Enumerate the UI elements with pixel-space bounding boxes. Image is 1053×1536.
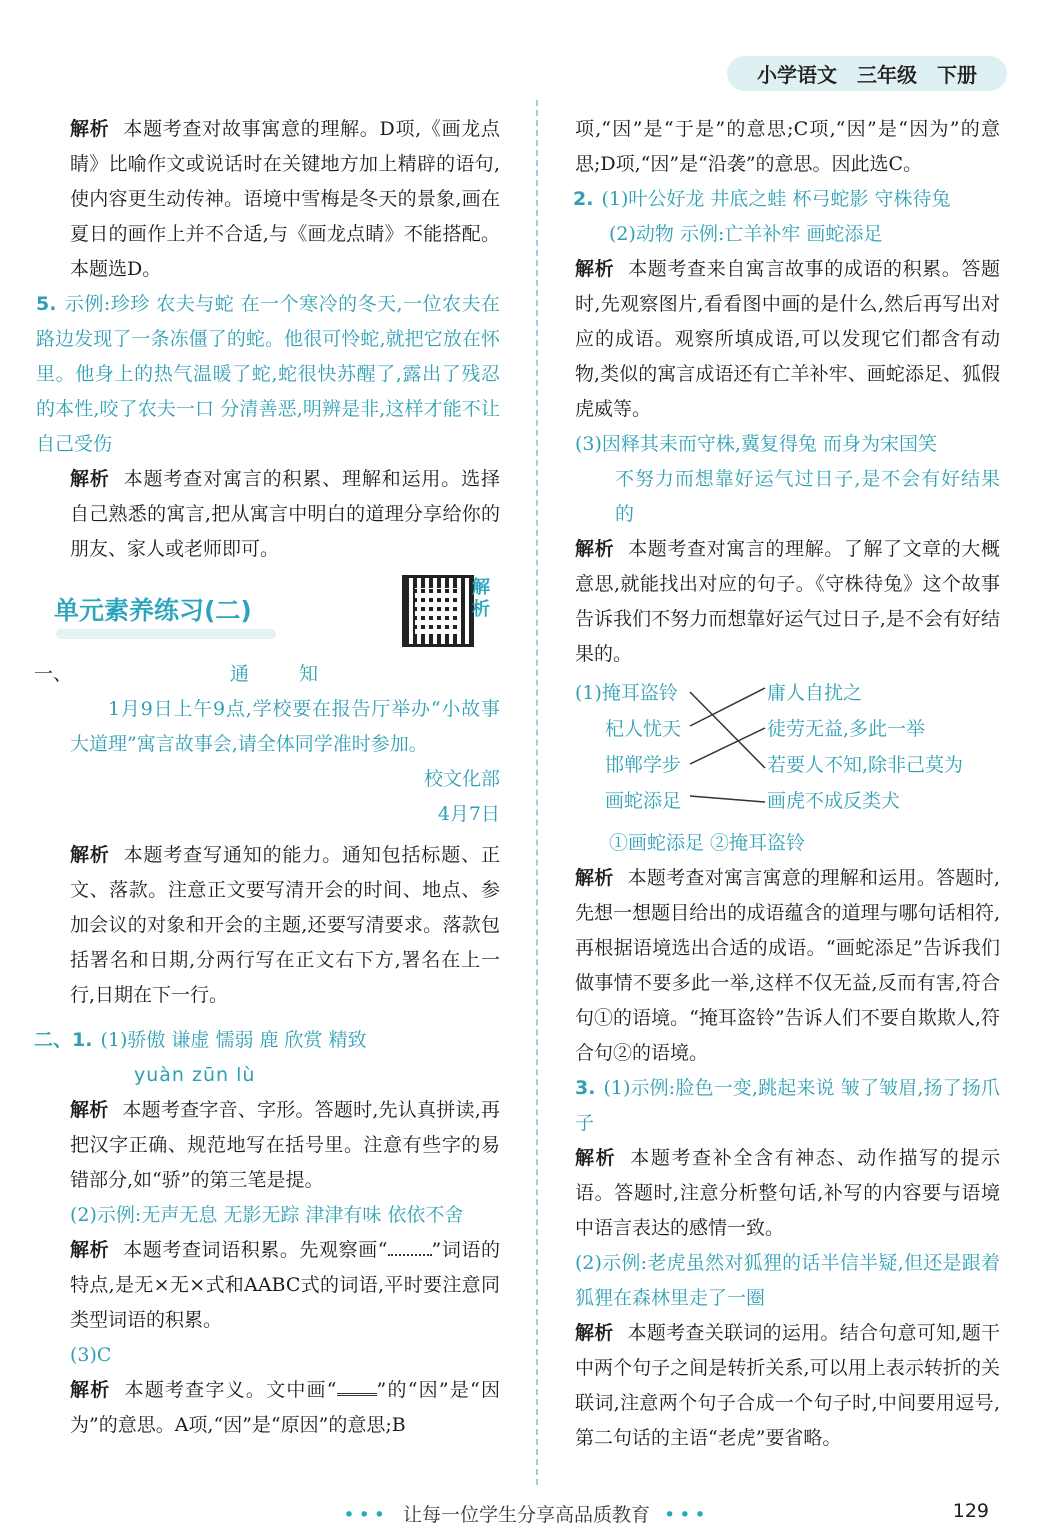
section-one — [34, 657, 500, 832]
match-right-item: 若要人不知,除非己莫为 — [767, 754, 964, 776]
analysis-label: 解析 — [70, 468, 110, 490]
analysis-label: 解析 — [70, 1099, 109, 1121]
subject: 小学语文 — [757, 63, 837, 87]
notice-analysis-text: 本题考查写通知的能力。通知包括标题、正文、落款。注意正文要写清开会的时间、地点、参加会议的对象和开会的主题,还要写清要求。落款包括署名和日期,分两行写在正文右下方,署名在上一行,日期在下一行。 — [70, 844, 500, 1006]
analysis-label: 解析 — [70, 118, 110, 140]
continued-analysis: 项,“因”是“于是”的意思;C项,“因”是“因为”的意思;D项,“因”是“沿袭”的意思。因此选C。 — [575, 118, 1000, 175]
q2-3-analysis-text: 本题考查对寓言的理解。了解了文章的大概意思,就能找出对应的句子。《守株待兔》这个故事告诉我们不努力而想靠好运气过日子,是不会有好结果的。 — [575, 538, 1000, 665]
pinyin-line: yuàn zūn lù — [134, 1064, 256, 1086]
analysis-block — [70, 112, 500, 287]
q2-2: (2)动物 示例:亡羊补牢 画蛇添足 — [609, 223, 883, 245]
q5-number: 5. — [36, 293, 57, 315]
s2-q3-analysis — [70, 1373, 500, 1443]
footer-slogan: 让每一位学生分享高品质教育 — [402, 1504, 650, 1526]
analysis-label: 解析 — [575, 538, 615, 560]
dots-decoration: ••• — [664, 1504, 710, 1526]
s2-q2-analysis-b: ”词语的特点,是无×无×式和AABC式的词语,平时要注意同类型词语的积累。 — [70, 1239, 501, 1331]
section-one-number: 一、 — [34, 663, 73, 685]
match-right-item: 徒劳无益,多此一举 — [767, 718, 926, 740]
match-line — [690, 688, 765, 726]
q2-1 — [573, 182, 1000, 217]
s2-q2: (2)示例:无声无息 无影无踪 津津有味 依依不舍 — [70, 1204, 464, 1226]
q3-1-analysis — [575, 1141, 1000, 1246]
match-right-item: 庸人自扰之 — [767, 682, 863, 704]
analysis-label: 解析 — [575, 867, 614, 889]
unit-title-block — [56, 575, 500, 651]
q2-2-analysis — [575, 252, 1000, 427]
analysis-label: 解析 — [575, 258, 615, 280]
dots-decoration: ••• — [343, 1504, 389, 1526]
notice-title: 通 知 — [229, 663, 341, 685]
notice-analysis — [70, 838, 500, 1013]
analysis-label: 解析 — [70, 1239, 110, 1261]
q2-2-analysis-text: 本题考查来自寓言故事的成语的积累。答题时,先观察图片,看看图中画的是什么,然后再写出对应的成语。观察所填成语,可以发现它们都含有动物,类似的寓言成语还有亡羊补牢、画蛇添足、狐假虎威等。 — [575, 258, 1000, 420]
s2-q1-text: (1)骄傲 谦虚 懦弱 鹿 欣赏 精致 — [100, 1029, 367, 1051]
s2-q3-analysis-a: 本题考查字义。文中画“ — [124, 1379, 337, 1401]
q5-analysis-text: 本题考查对寓言的积累、理解和运用。选择自己熟悉的寓言,把从寓言中明白的道理分享给你的朋友、家人或老师即可。 — [70, 468, 500, 560]
s2-q3-analysis-b: ”的“因”是“因为”的意思。A项,“因”是“原因”的意思;B — [70, 1379, 500, 1436]
qr-label: 解析 — [472, 577, 490, 620]
match-left-item: (1)掩耳盗铃 — [575, 682, 678, 704]
s2-q3: (3)C — [70, 1344, 112, 1366]
matching-diagram — [575, 676, 1000, 826]
match-analysis — [575, 861, 1000, 1071]
s2-q1-analysis-text: 本题考查字音、字形。答题时,先认真拼读,再把汉字正确、规范地写在括号里。注意有些字的易错部分,如“骄”的第三笔是提。 — [70, 1099, 500, 1191]
match-line — [690, 728, 765, 764]
grade: 三年级 — [857, 63, 917, 87]
analysis-label: 解析 — [575, 1147, 617, 1169]
q2-3: (3)因释其耒而守株,冀复得兔 而身为宋国笑 — [575, 433, 937, 455]
notice-date: 4月7日 — [437, 803, 500, 825]
left-column — [34, 112, 501, 1443]
right-column — [575, 112, 1000, 1456]
analysis-label: 解析 — [575, 1322, 614, 1344]
q3-1 — [575, 1071, 1000, 1141]
q3-2-analysis — [575, 1316, 1000, 1456]
match-analysis-text: 本题考查对寓言寓意的理解和运用。答题时,先想一想题目给出的成语蕴含的道理与哪句话相符,再根据语境选出合适的成语。“画蛇添足”告诉我们做事情不要多此一举,这样不仅无益,反而有害,符合句①的语境。“掩耳盗铃”告诉人们不要自欺欺人,符合句②的语境。 — [575, 867, 1000, 1064]
match-right-item: 画虎不成反类犬 — [767, 790, 901, 812]
match-left-item: 画蛇添足 — [605, 790, 682, 812]
s2-q1-analysis — [70, 1093, 500, 1198]
volume: 下册 — [937, 63, 977, 87]
analysis-label: 解析 — [70, 844, 110, 866]
q2-3b: 不努力而想靠好运气过日子,是不会有好结果的 — [615, 468, 1000, 525]
q3-1-analysis-text: 本题考查补全含有神态、动作描写的提示语。答题时,注意分析整句话,补写的内容要与语境中语言表达的感情一致。 — [575, 1147, 1000, 1239]
q3-1-text: (1)示例:脸色一变,跳起来说 皱了皱眉,扬了扬爪子 — [575, 1077, 1000, 1134]
wavy-underline-mark — [388, 1244, 432, 1256]
header-subject-tag — [727, 56, 1007, 91]
q2-number: 2. — [573, 188, 594, 210]
match-left-item: 杞人忧天 — [605, 718, 682, 740]
s2-number: 二、1. — [34, 1029, 93, 1051]
notice-sign: 校文化部 — [423, 768, 500, 790]
column-divider — [536, 100, 538, 1485]
q5-answer — [36, 287, 500, 462]
match-answer: ①画蛇添足 ②掩耳盗铃 — [609, 832, 806, 854]
s2-q2-analysis — [70, 1233, 500, 1338]
match-left-item: 邯郸学步 — [605, 754, 682, 776]
title-underline — [56, 629, 276, 639]
match-line — [690, 796, 765, 802]
page-number: 129 — [952, 1500, 989, 1522]
s2-q1 — [34, 1023, 500, 1058]
q2-1-text: (1)叶公好龙 井底之蛙 杯弓蛇影 守株待兔 — [601, 188, 951, 210]
q3-2-analysis-text: 本题考查关联词的运用。结合句意可知,题干中两个句子之间是转折关系,可以用上表示转折的关联词,注意两个句子合成一个句子时,中间要用逗号,第二句话的主语“老虎”要省略。 — [575, 1322, 1000, 1449]
analysis-label: 解析 — [70, 1379, 111, 1401]
q5-text: 示例:珍珍 农夫与蛇 在一个寒冷的冬天,一位农夫在路边发现了一条冻僵了的蛇。他很可怜蛇,就把它放在怀里。他身上的热气温暖了蛇,蛇很快苏醒了,露出了残忍的本性,咬了农夫一口 分清善恶,明辨是非,这样才能不让自己受伤 — [36, 293, 500, 455]
double-underline-mark — [337, 1381, 377, 1396]
match-line — [690, 692, 765, 768]
analysis-text: 本题考查对故事寓意的理解。D项,《画龙点睛》比喻作文或说话时在关键地方加上精辟的语句,使内容更生动传神。语境中雪梅是冬天的景象,画在夏日的画作上并不合适,与《画龙点睛》不能搭配。本题选D。 — [70, 118, 500, 280]
q2-3-analysis — [575, 532, 1000, 672]
notice-body: 1月9日上午9点,学校要在报告厅举办“小故事大道理”寓言故事会,请全体同学准时参加。 — [70, 698, 500, 755]
q3-number: 3. — [575, 1077, 596, 1099]
q3-2: (2)示例:老虎虽然对狐狸的话半信半疑,但还是跟着狐狸在森林里走了一圈 — [575, 1252, 1000, 1309]
s2-q2-analysis-a: 本题考查词语积累。先观察画“ — [123, 1239, 388, 1261]
qr-code-icon[interactable] — [402, 575, 474, 647]
unit-title: 单元素养练习(二) — [54, 596, 252, 625]
q5-analysis — [70, 462, 500, 567]
footer — [0, 1500, 1053, 1527]
